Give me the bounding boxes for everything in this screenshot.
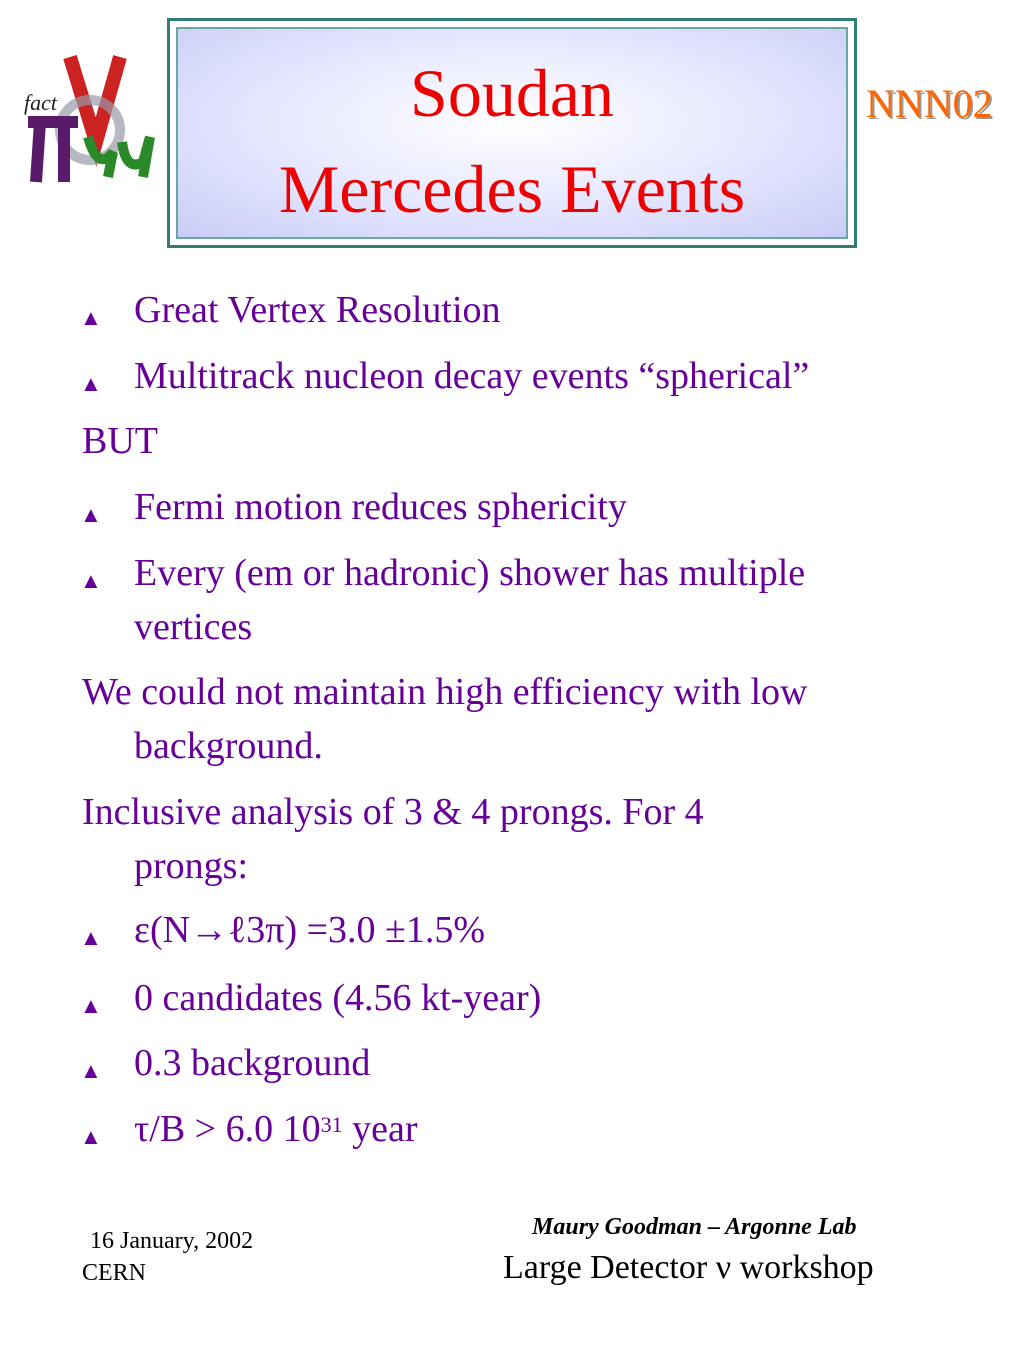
footer-author: Maury Goodman – Argonne Lab	[532, 1214, 857, 1240]
paragraph-text: Inclusive analysis of 3 & 4 prongs. For 4	[82, 791, 704, 833]
conference-tag: NNN02	[866, 81, 993, 126]
footer-location: CERN	[82, 1260, 147, 1286]
logo-fact-text: fact	[24, 90, 57, 115]
title-box	[167, 18, 857, 248]
bullet-text: 0.3 background	[134, 1042, 371, 1084]
bullet-marker-icon: ▲	[80, 1058, 102, 1083]
paragraph-text: BUT	[82, 420, 158, 462]
bullet-text-continued: vertices	[134, 606, 253, 648]
bullet-text: Every (em or hadronic) shower has multiple	[134, 552, 806, 594]
bullet-text: Multitrack nucleon decay events “spherical”	[134, 355, 810, 397]
lifetime-prefix: τ/B > 6.0 10	[134, 1108, 321, 1150]
lifetime-suffix: year	[342, 1108, 418, 1150]
bullet-marker-icon: ▲	[80, 568, 102, 593]
fact-logo	[18, 42, 168, 192]
title-line-2: Mercedes Events	[278, 151, 746, 227]
paragraph-text-continued: prongs:	[134, 845, 248, 887]
title-line-1: Soudan	[410, 55, 614, 131]
bullet-marker-icon: ▲	[80, 1124, 102, 1149]
footer-date: 16 January, 2002	[90, 1228, 254, 1254]
bullet-marker-icon: ▲	[80, 993, 102, 1018]
bullet-text: Fermi motion reduces sphericity	[134, 486, 627, 528]
bullet-marker-icon: ▲	[80, 371, 102, 396]
bullet-text	[134, 1107, 418, 1151]
footer-workshop: Large Detector ν workshop	[503, 1249, 874, 1286]
bullet-text: ε(N→ℓ3π) =3.0 ±1.5%	[134, 909, 486, 951]
bullet-marker-icon: ▲	[80, 305, 102, 330]
title-panel	[176, 27, 848, 239]
bullet-text: Great Vertex Resolution	[134, 289, 501, 331]
bullet-text: 0 candidates (4.56 kt-year)	[134, 977, 542, 1019]
paragraph-text: We could not maintain high efficiency with low	[82, 671, 808, 713]
bullet-marker-icon: ▲	[80, 502, 102, 527]
lifetime-exponent: 31	[320, 1112, 343, 1137]
bullet-marker-icon: ▲	[80, 925, 102, 950]
paragraph-text-continued: background.	[134, 725, 323, 767]
